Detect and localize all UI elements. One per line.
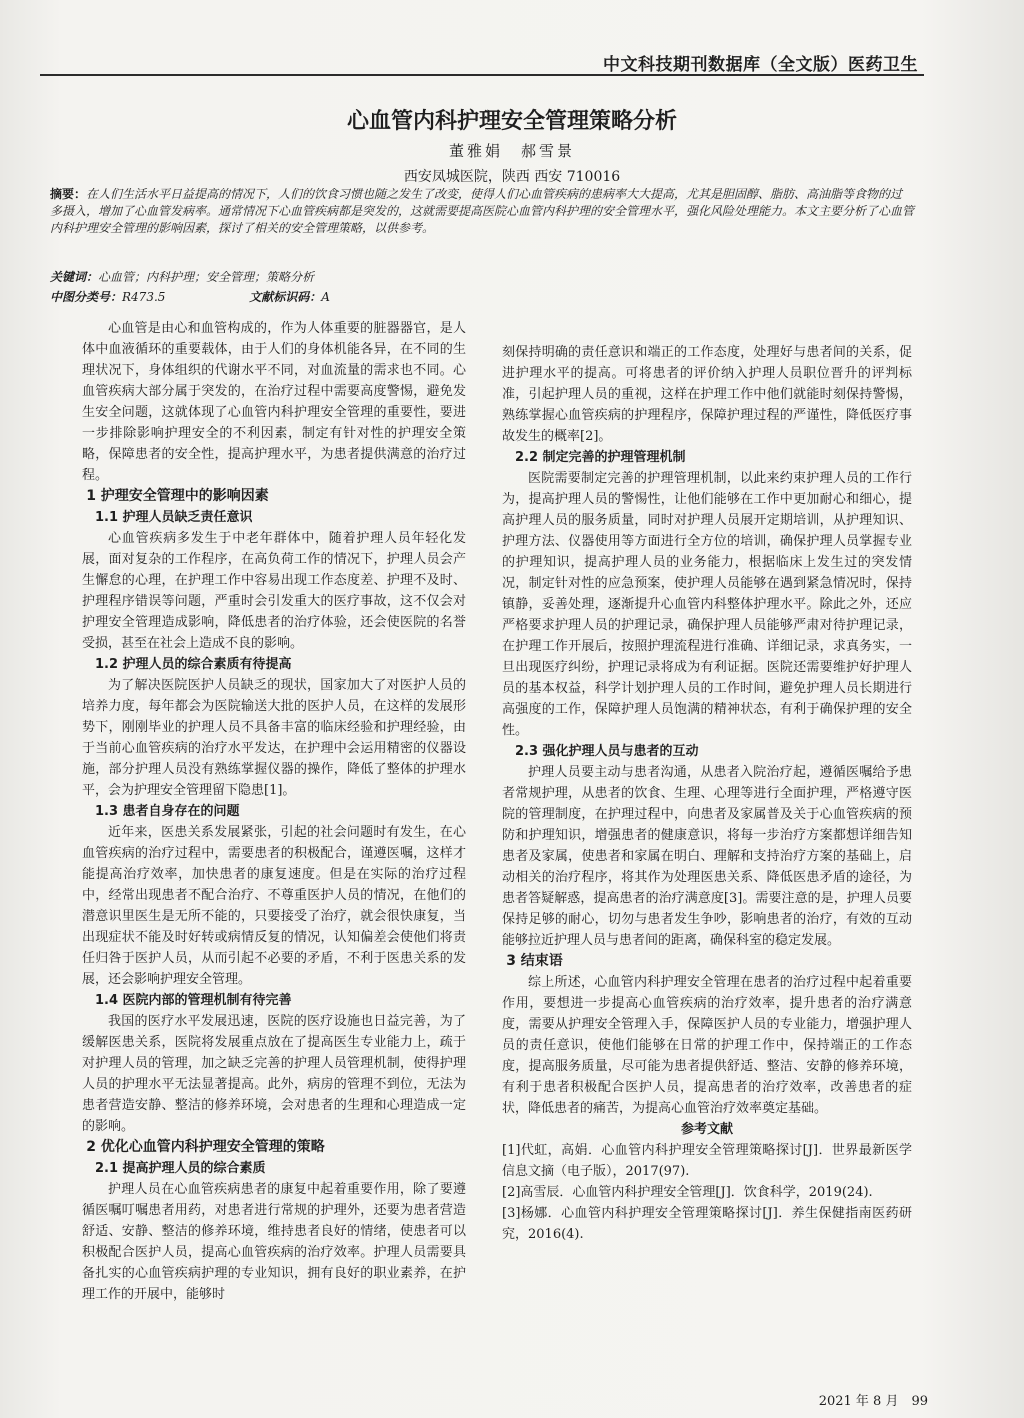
reference-item: [3]杨娜．心血管内科护理安全管理策略探讨[J]．养生保健指南医药研究，2016(4). bbox=[502, 1206, 912, 1242]
classification bbox=[50, 288, 410, 305]
journal-name: 中文科技期刊数据库（全文版）医药卫生 bbox=[603, 55, 918, 75]
subsection-heading: 1.4 医院内部的管理机制有待完善 bbox=[95, 993, 292, 1008]
header-rule bbox=[40, 74, 924, 76]
class-label: 中图分类号： bbox=[50, 290, 123, 304]
body-paragraph: 护理人员在心血管疾病患者的康复中起着重要作用，除了要遵循医嘱叮嘱患者用药，对患者进行常规的护理外，还要为患者营造舒适、安静、整洁的修养环境，维持患者良好的情绪，使患者可以积极配合医护人员，提高心血管疾病的治疗效率。护理人员需要具备扎实的心血管疾病护理的专业知识，拥有良好的职业素养，在护理工作的开展中，能够时 bbox=[82, 1182, 466, 1302]
doc-code bbox=[249, 290, 370, 304]
body-paragraph: 综上所述，心血管内科护理安全管理在患者的治疗过程中起着重要作用，要想进一步提高心血管疾病的治疗效率，提升患者的治疗满意度，需要从护理安全管理入手，保障医护人员的专业能力，增强护理人员的责任意识，使他们能够在日常的护理工作中，保持端正的工作态度，提高服务质量，尽可能为患者提供舒适、整洁、安静的修养环境，有利于患者积极配合医护人员，提高患者的治疗效率，改善患者的症状，降低患者的痛苦，为提高心血管治疗效率奠定基础。 bbox=[502, 975, 912, 1116]
reference-item: [2]高雪辰．心血管内科护理安全管理[J]．饮食科学，2019(24). bbox=[502, 1185, 873, 1200]
keywords-label: 关键词： bbox=[50, 270, 99, 284]
subsection-heading: 1.1 护理人员缺乏责任意识 bbox=[95, 510, 253, 525]
body-paragraph: 为了解决医院医护人员缺乏的现状，国家加大了对医护人员的培养力度，每年都会为医院输送大批的医护人员，在这样的发展形势下，刚刚毕业的护理人员不具备丰富的临床经验和护理经验，由于当前心血管疾病的治疗水平发达，在护理中会运用精密的仪器设施，部分护理人员没有熟练掌握仪器的操作，降低了整体的护理水平，会为护理安全管理留下隐患[1]。 bbox=[82, 678, 466, 798]
references-title: 参考文献 bbox=[680, 1122, 733, 1137]
article-affiliation: 西安凤城医院，陕西 西安 710016 bbox=[403, 169, 621, 185]
body-paragraph: 医院需要制定完善的护理管理机制，以此来约束护理人员的工作行为，提高护理人员的警惕性，让他们能够在工作中更加耐心和细心，提高护理人员的服务质量，同时对护理人员展开定期培训，从护理知识、护理方法、仪器使用等方面进行全方位的培训，确保护理人员掌握专业的护理知识，提高护理人员的业务能力，根据临床上发生过的突发情况，制定针对性的应急预案，使护理人员能够在遇到紧急情况时，保持镇静，妥善处理，逐渐提升心血管内科整体护理水平。除此之外，还应严格要求护理人员的护理记录，确保护理人员能够严肃对待护理记录，在护理工作开展后，按照护理流程进行准确、详细记录，求真务实，一旦出现医疗纠纷，护理记录将成为有利证据。医院还需要维护好护理人员的基本权益，科学计划护理人员的工作时间，避免护理人员长期进行高强度的工作，保障护理人员饱满的精神状态，有利于确保护理的安全性。 bbox=[502, 471, 912, 738]
body-paragraph: 近年来，医患关系发展紧张，引起的社会问题时有发生，在心血管疾病的治疗过程中，需要患者的积极配合，谨遵医嘱，这样才能提高治疗效率，加快患者的康复速度。但是在实际的治疗过程中，经常出现患者不配合治疗、不尊重医护人员的情况，在他们的潜意识里医生是无所不能的，只要接受了治疗，就会很快康复，当出现症状不能及时好转或病情反复的情况，认知偏差会使他们将责任归咎于医护人员，从而引起不必要的矛盾，不利于医患关系的发展，还会影响护理安全管理。 bbox=[82, 825, 466, 987]
doc-code-value: A bbox=[321, 290, 330, 304]
section-heading: 2 优化心血管内科护理安全管理的策略 bbox=[86, 1139, 325, 1155]
class-code: R473.5 bbox=[122, 290, 166, 304]
article-title: 心血管内科护理安全管理策略分析 bbox=[346, 109, 677, 134]
abstract bbox=[50, 186, 914, 237]
body-paragraph: 我国的医疗水平发展迅速，医院的医疗设施也日益完善，为了缓解医患关系，医院将发展重点放在了提高医生专业能力上，疏于对护理人员的管理，加之缺乏完善的护理人员管理机制，使得护理人员的护理水平无法显著提高。此外，病房的管理不到位，无法为患者营造安静、整洁的修养环境，会对患者的生理和心理造成一定的影响。 bbox=[82, 1014, 466, 1134]
body-column-left bbox=[82, 318, 466, 1305]
body-paragraph: 心血管是由心和血管构成的，作为人体重要的脏器器官，是人体中血液循环的重要载体，由于人们的身体机能各异，在不同的生理状况下，身体组织的代谢水平不同，对血流量的需求也不同。心血管疾病大部分属于突发的，在治疗过程中需要高度警惕，避免发生安全问题，这就体现了心血管内科护理安全管理的重要性，要进一步排除影响护理安全的不利因素，制定有针对性的护理安全策略，保障患者的安全性，提高护理水平，为患者提供满意的治疗过程。 bbox=[82, 321, 466, 483]
keywords bbox=[50, 268, 314, 285]
class-number bbox=[50, 290, 205, 304]
subsection-heading: 2.1 提高护理人员的综合素质 bbox=[95, 1161, 266, 1176]
page-footer: 2021 年 8 月 99 bbox=[818, 1394, 928, 1409]
abstract-label: 摘要： bbox=[50, 187, 87, 201]
subsection-heading: 1.2 护理人员的综合素质有待提高 bbox=[95, 657, 292, 672]
body-paragraph: 心血管疾病多发生于中老年群体中，随着护理人员年轻化发展，面对复杂的工作程序，在高负荷工作的情况下，护理人员会产生懈怠的心理，在护理工作中容易出现工作态度差、护理不及时、护理程序错误等问题，严重时会引发重大的医疗事故，这不仅会对护理安全管理造成影响，降低患者的治疗体验，还会使医院的名誉受损，甚至在社会上造成不良的影响。 bbox=[82, 531, 466, 651]
section-heading: 3 结束语 bbox=[506, 953, 563, 969]
subsection-heading: 1.3 患者自身存在的问题 bbox=[95, 804, 240, 819]
article-authors: 董雅娟 郝雪景 bbox=[448, 142, 575, 160]
subsection-heading: 2.2 制定完善的护理管理机制 bbox=[515, 450, 686, 465]
body-column-right bbox=[502, 342, 912, 1245]
body-paragraph: 刻保持明确的责任意识和端正的工作态度，处理好与患者间的关系，促进护理水平的提高。可将患者的评价纳入护理人员职位晋升的评判标准，引起护理人员的重视，这样在护理工作中他们就能时刻保持警惕，熟练掌握心血管疾病的护理程序，保障护理过程的严谨性，降低医疗事故发生的概率[2]。 bbox=[502, 345, 912, 444]
abstract-text: 在人们生活水平日益提高的情况下，人们的饮食习惯也随之发生了改变，使得人们心血管疾病的患病率大大提高，尤其是胆固醇、脂肪、高油脂等食物的过多摄入，增加了心血管发病率。通常情况下心血管疾病都是突发的，这就需要提高医院心血管内科护理的安全管理水平，强化风险处理能力。本文主要分析了心血管内科护理安全管理的影响因素，探讨了相关的安全管理策略，以供参考。 bbox=[50, 187, 915, 235]
body-paragraph: 护理人员要主动与患者沟通，从患者入院治疗起，遵循医嘱给予患者常规护理，从患者的饮食、生理、心理等进行全面护理，严格遵守医院的管理制度，在护理过程中，向患者及家属普及关于心血管疾病的预防和护理知识，增强患者的健康意识，将每一步治疗方案都想详细告知患者及家属，使患者和家属在明白、理解和支持治疗方案的基础上，启动相关的治疗程序，将其作为处理医患关系、降低医患矛盾的途径，为患者答疑解惑，提高患者的治疗满意度[3]。需要注意的是，护理人员要保持足够的耐心，切勿与患者发生争吵，影响患者的治疗，有效的互动能够拉近护理人员与患者间的距离，确保科室的稳定发展。 bbox=[502, 765, 912, 948]
subsection-heading: 2.3 强化护理人员与患者的互动 bbox=[515, 744, 699, 759]
reference-item: [1]代虹，高娟．心血管内科护理安全管理策略探讨[J]．世界最新医学信息文摘（电子版），2017(97). bbox=[502, 1143, 912, 1179]
doc-label: 文献标识码： bbox=[249, 290, 322, 304]
section-heading: 1 护理安全管理中的影响因素 bbox=[86, 488, 269, 504]
keywords-text: 心血管；内科护理；安全管理；策略分析 bbox=[98, 270, 315, 284]
